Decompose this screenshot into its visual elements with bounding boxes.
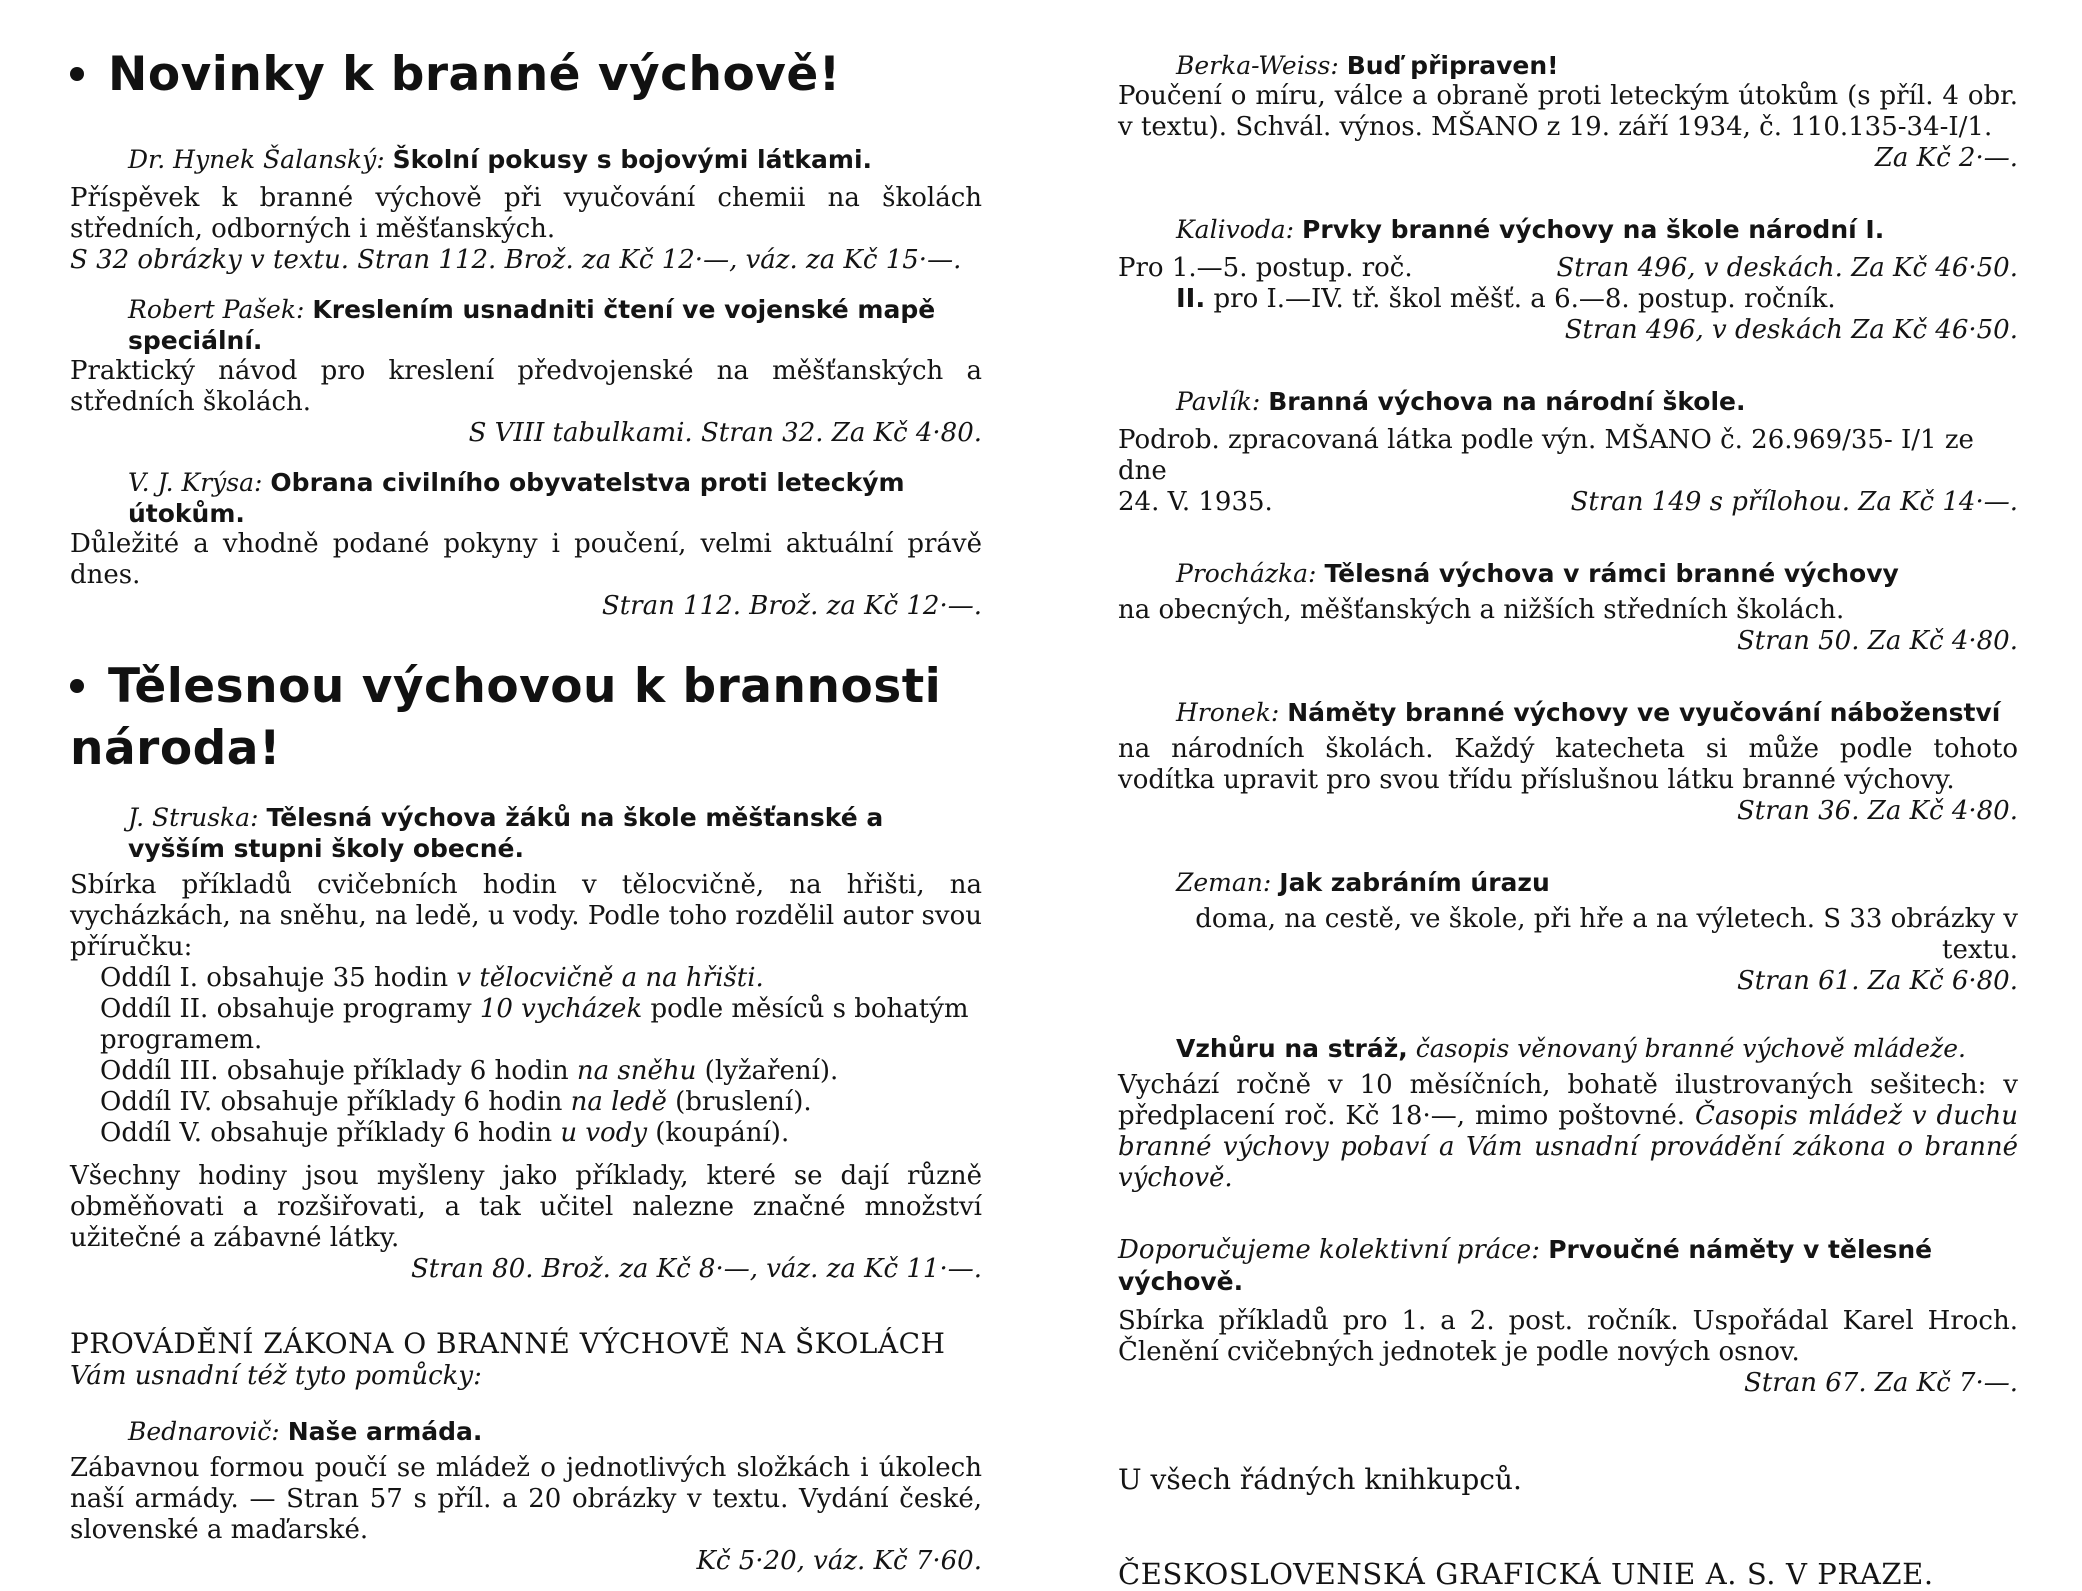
book-meta: Za Kč 2·—. — [1874, 143, 2018, 173]
book-entry-zeman — [1118, 867, 2018, 997]
book-meta: S 32 obrázky v textu. Stran 112. Brož. za Kč 12·—, váz. za Kč 15·—. — [70, 245, 962, 275]
book-entry-berka-weiss — [1118, 50, 2018, 174]
section-heading-telesnou: Tělesnou výchovou k brannosti národa! — [70, 659, 942, 776]
book-title: Obrana civilního obyvatelstva proti leteckým útokům. — [128, 468, 905, 528]
book-description: Důležité a vhodně podané pokyny i poučení, velmi aktuální právě dnes. — [70, 529, 982, 590]
law-subheading: Vám usnadní též tyto pomůcky: — [70, 1361, 482, 1391]
book-author: Bednarovič: — [128, 1417, 280, 1446]
book-description: na obecných, měšťanských a nižších středních školách. — [1118, 595, 1845, 625]
book-title: Kreslením usnadniti čtení ve vojenské mapě speciální. — [128, 295, 936, 355]
book-description: Poučení o míru, válce a obraně proti leteckým útokům (s příl. 4 obr. v textu). Schvál. výnos. MŠANO z 19. září 1934, č. 110.135-34-I/1. — [1118, 81, 2018, 142]
section-heading-novinky: Novinky k branné výchově! — [70, 44, 982, 106]
book-entry-salansky — [70, 144, 982, 276]
book-description: Zábavnou formou poučí se mládež o jednotlivých složkách i úkolech naší armády. — Stran 57 s příl. a 20 obrázky v textu. Vydání české, slovenské a maďarské. — [70, 1453, 982, 1545]
book-meta: Stran 496, v deskách. Za Kč 46·50. — [1556, 253, 2018, 283]
book-description: Podrob. zpracovaná látka podle výn. MŠANO č. 26.969/35- I/1 ze dne — [1118, 425, 1974, 486]
recommend-lead: Doporučujeme kolektivní práce: — [1118, 1235, 1540, 1265]
book-author: Berka-Weiss: — [1176, 51, 1339, 80]
book-description: na národních školách. Každý katecheta si může podle tohoto vodítka upravit pro svou třídu příslušnou látku branné výchovy. — [1118, 734, 2018, 795]
book-description: doma, na cestě, ve škole, při hře a na výletech. S 33 obrázky v textu. — [1195, 904, 2018, 965]
book-meta: S VIII tabulkami. Stran 32. Za Kč 4·80. — [468, 418, 982, 448]
book-meta: Stran 50. Za Kč 4·80. — [1736, 626, 2018, 656]
magazine-title: Vzhůru na stráž, — [1176, 1034, 1408, 1063]
list-item: Oddíl V. obsahuje příklady 6 hodin u vody (koupání). — [100, 1118, 790, 1148]
recommend-description: Sbírka příkladů pro 1. a 2. post. ročník. Uspořádal Karel Hroch. Členění cvičebných jednotek je podle nových osnov. — [1118, 1306, 2018, 1367]
book-grade: pro I.—IV. tř. škol měšť. a 6.—8. postup. ročník. — [1205, 284, 1836, 314]
book-title: Školní pokusy s bojovými látkami. — [392, 145, 873, 174]
book-author: J. Struska: — [128, 803, 259, 832]
book-author: Hronek: — [1176, 698, 1280, 727]
book-author: Procházka: — [1176, 559, 1317, 588]
book-description: Sbírka příkladů cvičebních hodin v tělocvičně, na hřišti, na vycházkách, na sněhu, na ledě, u vody. Podle toho rozdělil autor svou příručku: — [70, 870, 982, 962]
magazine-description: Vychází ročně v 10 měsíčních, bohatě ilustrovaných sešitech: v předplacení roč. Kč 18·—, mimo poštovné. Časopis mládež v duchu branné výchovy pobaví a Vám usnadní provádění zákona o branné výchově. — [1118, 1070, 2018, 1193]
book-title: Buď připraven! — [1346, 51, 1559, 80]
book-grade: Pro 1.—5. postup. roč. — [1118, 253, 1413, 283]
right-column — [1118, 50, 2018, 1591]
footer-publisher: ČESKOSLOVENSKÁ GRAFICKÁ UNIE A. S. V PRAZE. — [1118, 1557, 1934, 1591]
book-description: Praktický návod pro kreslení předvojenské na měšťanských a středních školách. — [70, 356, 982, 417]
magazine-entry — [1118, 1033, 2018, 1194]
recommend-title: Prvoučné náměty v tělesné výchově. — [1118, 1235, 1933, 1296]
book-author: Zeman: — [1176, 868, 1272, 897]
magazine-subtitle: časopis věnovaný branné výchově mládeže. — [1415, 1034, 1966, 1063]
book-entry-prochazka — [1118, 558, 2018, 657]
book-description: Příspěvek k branné výchově při vyučování chemii na školách středních, odborných i měšťanských. — [70, 183, 982, 244]
book-title: Prvky branné výchovy na škole národní I. — [1302, 215, 1885, 244]
book-title: Branná výchova na národní škole. — [1268, 387, 1746, 416]
book-date: 24. V. 1935. — [1118, 487, 1273, 517]
book-meta: Stran 80. Brož. za Kč 8·—, váz. za Kč 11·—. — [410, 1254, 982, 1284]
book-title: Tělesná výchova žáků na škole měšťanské a vyšším stupni školy obecné. — [128, 803, 884, 863]
recommend-meta: Stran 67. Za Kč 7·—. — [1744, 1368, 2018, 1398]
book-entry-kalivoda — [1118, 214, 2018, 346]
book-entry-hronek — [1118, 697, 2018, 827]
book-meta: Stran 112. Brož. za Kč 12·—. — [601, 591, 982, 621]
book-meta: Stran 36. Za Kč 4·80. — [1736, 796, 2018, 826]
book-author: Dr. Hynek Šalanský: — [128, 145, 385, 174]
book-meta: Kč 5·20, váz. Kč 7·60. — [696, 1546, 982, 1576]
law-heading: PROVÁDĚNÍ ZÁKONA O BRANNÉ VÝCHOVĚ NA ŠKOLÁCH — [70, 1327, 946, 1360]
book-title: Naše armáda. — [287, 1417, 483, 1446]
book-entry-pavlik — [1118, 386, 2018, 518]
section-list — [70, 963, 982, 1149]
book-author: Kalivoda: — [1176, 215, 1295, 244]
list-item: Oddíl IV. obsahuje příklady 6 hodin na ledě (bruslení). — [100, 1087, 812, 1117]
book-author: Pavlík: — [1176, 387, 1261, 416]
bullet-icon — [70, 679, 84, 693]
book-entry-krysa — [70, 467, 982, 622]
book-part-label: II. — [1176, 284, 1206, 314]
book-description-2: Všechny hodiny jsou myšleny jako příklady, které se dají různě obměňovati a rozšiřovati, a tak učitel nalezne značné množství užitečné a zábavné látky. — [70, 1161, 982, 1253]
book-entry-bednarovic — [70, 1416, 982, 1577]
book-meta: Stran 149 s přílohou. Za Kč 14·—. — [1570, 487, 2018, 517]
book-title: Tělesná výchova v rámci branné výchovy — [1324, 559, 1899, 588]
book-entry-struska — [70, 802, 982, 1285]
footer-booksellers: U všech řádných knihkupců. — [1118, 1463, 1522, 1496]
book-entry-pasek — [70, 294, 982, 449]
law-section — [70, 1327, 982, 1392]
book-title: Jak zabráním úrazu — [1279, 868, 1550, 897]
list-item: Oddíl III. obsahuje příklady 6 hodin na sněhu (lyžaření). — [100, 1056, 839, 1086]
list-item: Oddíl I. obsahuje 35 hodin v tělocvičně a na hřišti. — [100, 963, 764, 993]
list-item: Oddíl II. obsahuje programy 10 vycházek podle měsíců s bohatým programem. — [100, 994, 969, 1055]
bullet-icon — [70, 67, 84, 81]
book-title: Náměty branné výchovy ve vyučování náboženství — [1287, 698, 2001, 727]
book-meta: Stran 61. Za Kč 6·80. — [1736, 966, 2018, 996]
recommend-entry — [1118, 1234, 2018, 1399]
book-author: V. J. Krýsa: — [128, 468, 263, 497]
book-author: Robert Pašek: — [128, 295, 305, 324]
book-meta: Stran 496, v deskách Za Kč 46·50. — [1564, 315, 2018, 345]
left-column — [70, 44, 982, 1577]
